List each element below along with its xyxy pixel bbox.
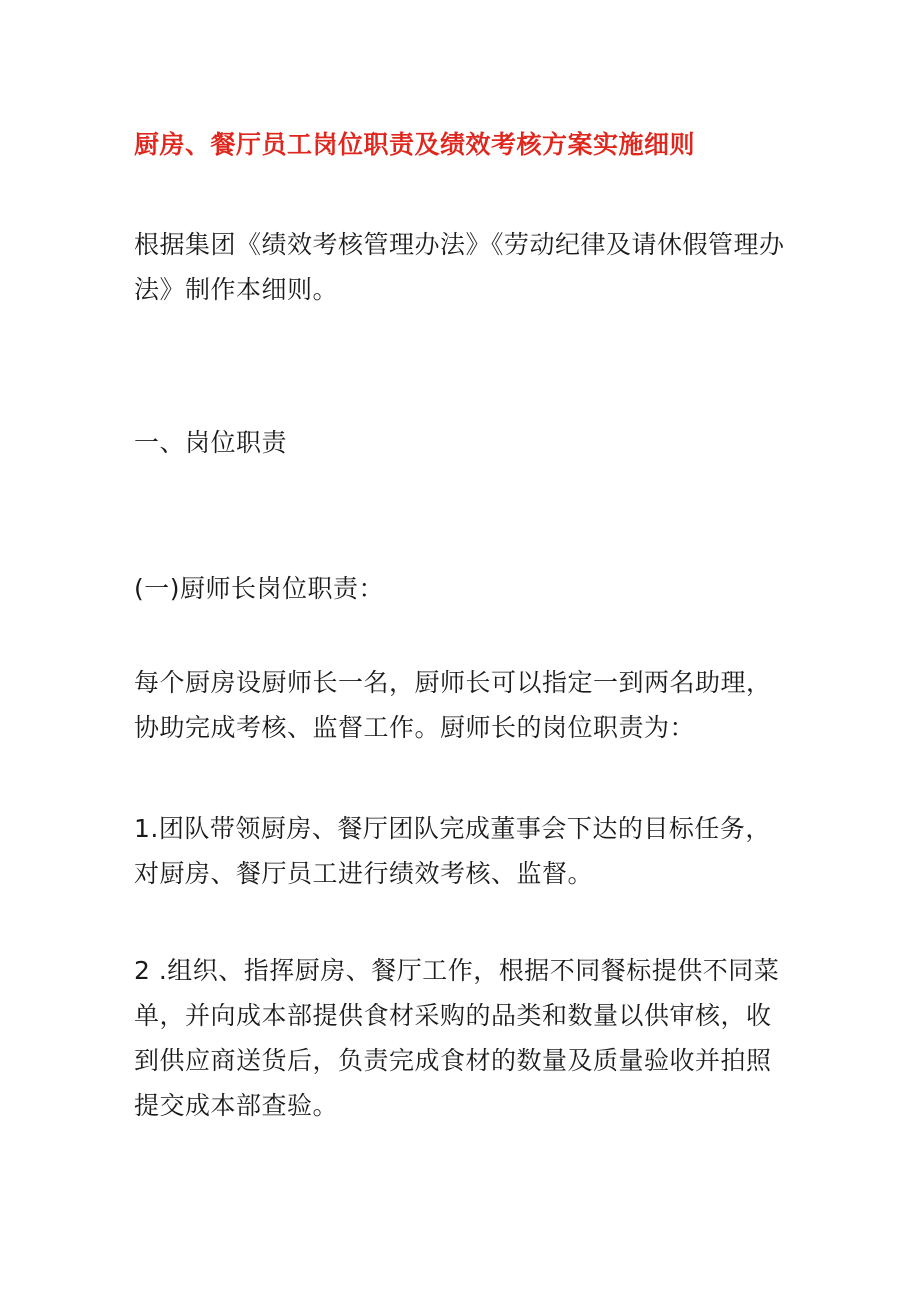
- subsection-heading-head-chef: (一)厨师长岗位职责：: [134, 574, 385, 603]
- duty-item-2: 2 .组织、指挥厨房、餐厅工作，根据不同餐标提供不同菜单，并向成本部提供食材采购的品类和数量以供审核，收到供应商送货后，负责完成食材的数量及质量验收并拍照提交成本部查验。: [134, 956, 780, 1120]
- duty-item-1: 1.团队带领厨房、餐厅团队完成董事会下达的目标任务，对厨房、餐厅员工进行绩效考核、监督。: [134, 814, 771, 888]
- intro-paragraph: 根据集团《绩效考核管理办法》《劳动纪律及请休假管理办法》制作本细则。: [134, 230, 785, 304]
- head-chef-intro-paragraph: 每个厨房设厨师长一名，厨师长可以指定一到两名助理，协助完成考核、监督工作。厨师长的岗位职责为：: [134, 668, 772, 742]
- document-title: 厨房、餐厅员工岗位职责及绩效考核方案实施细则: [134, 130, 696, 159]
- section-heading-job-duties: 一、岗位职责: [134, 428, 288, 457]
